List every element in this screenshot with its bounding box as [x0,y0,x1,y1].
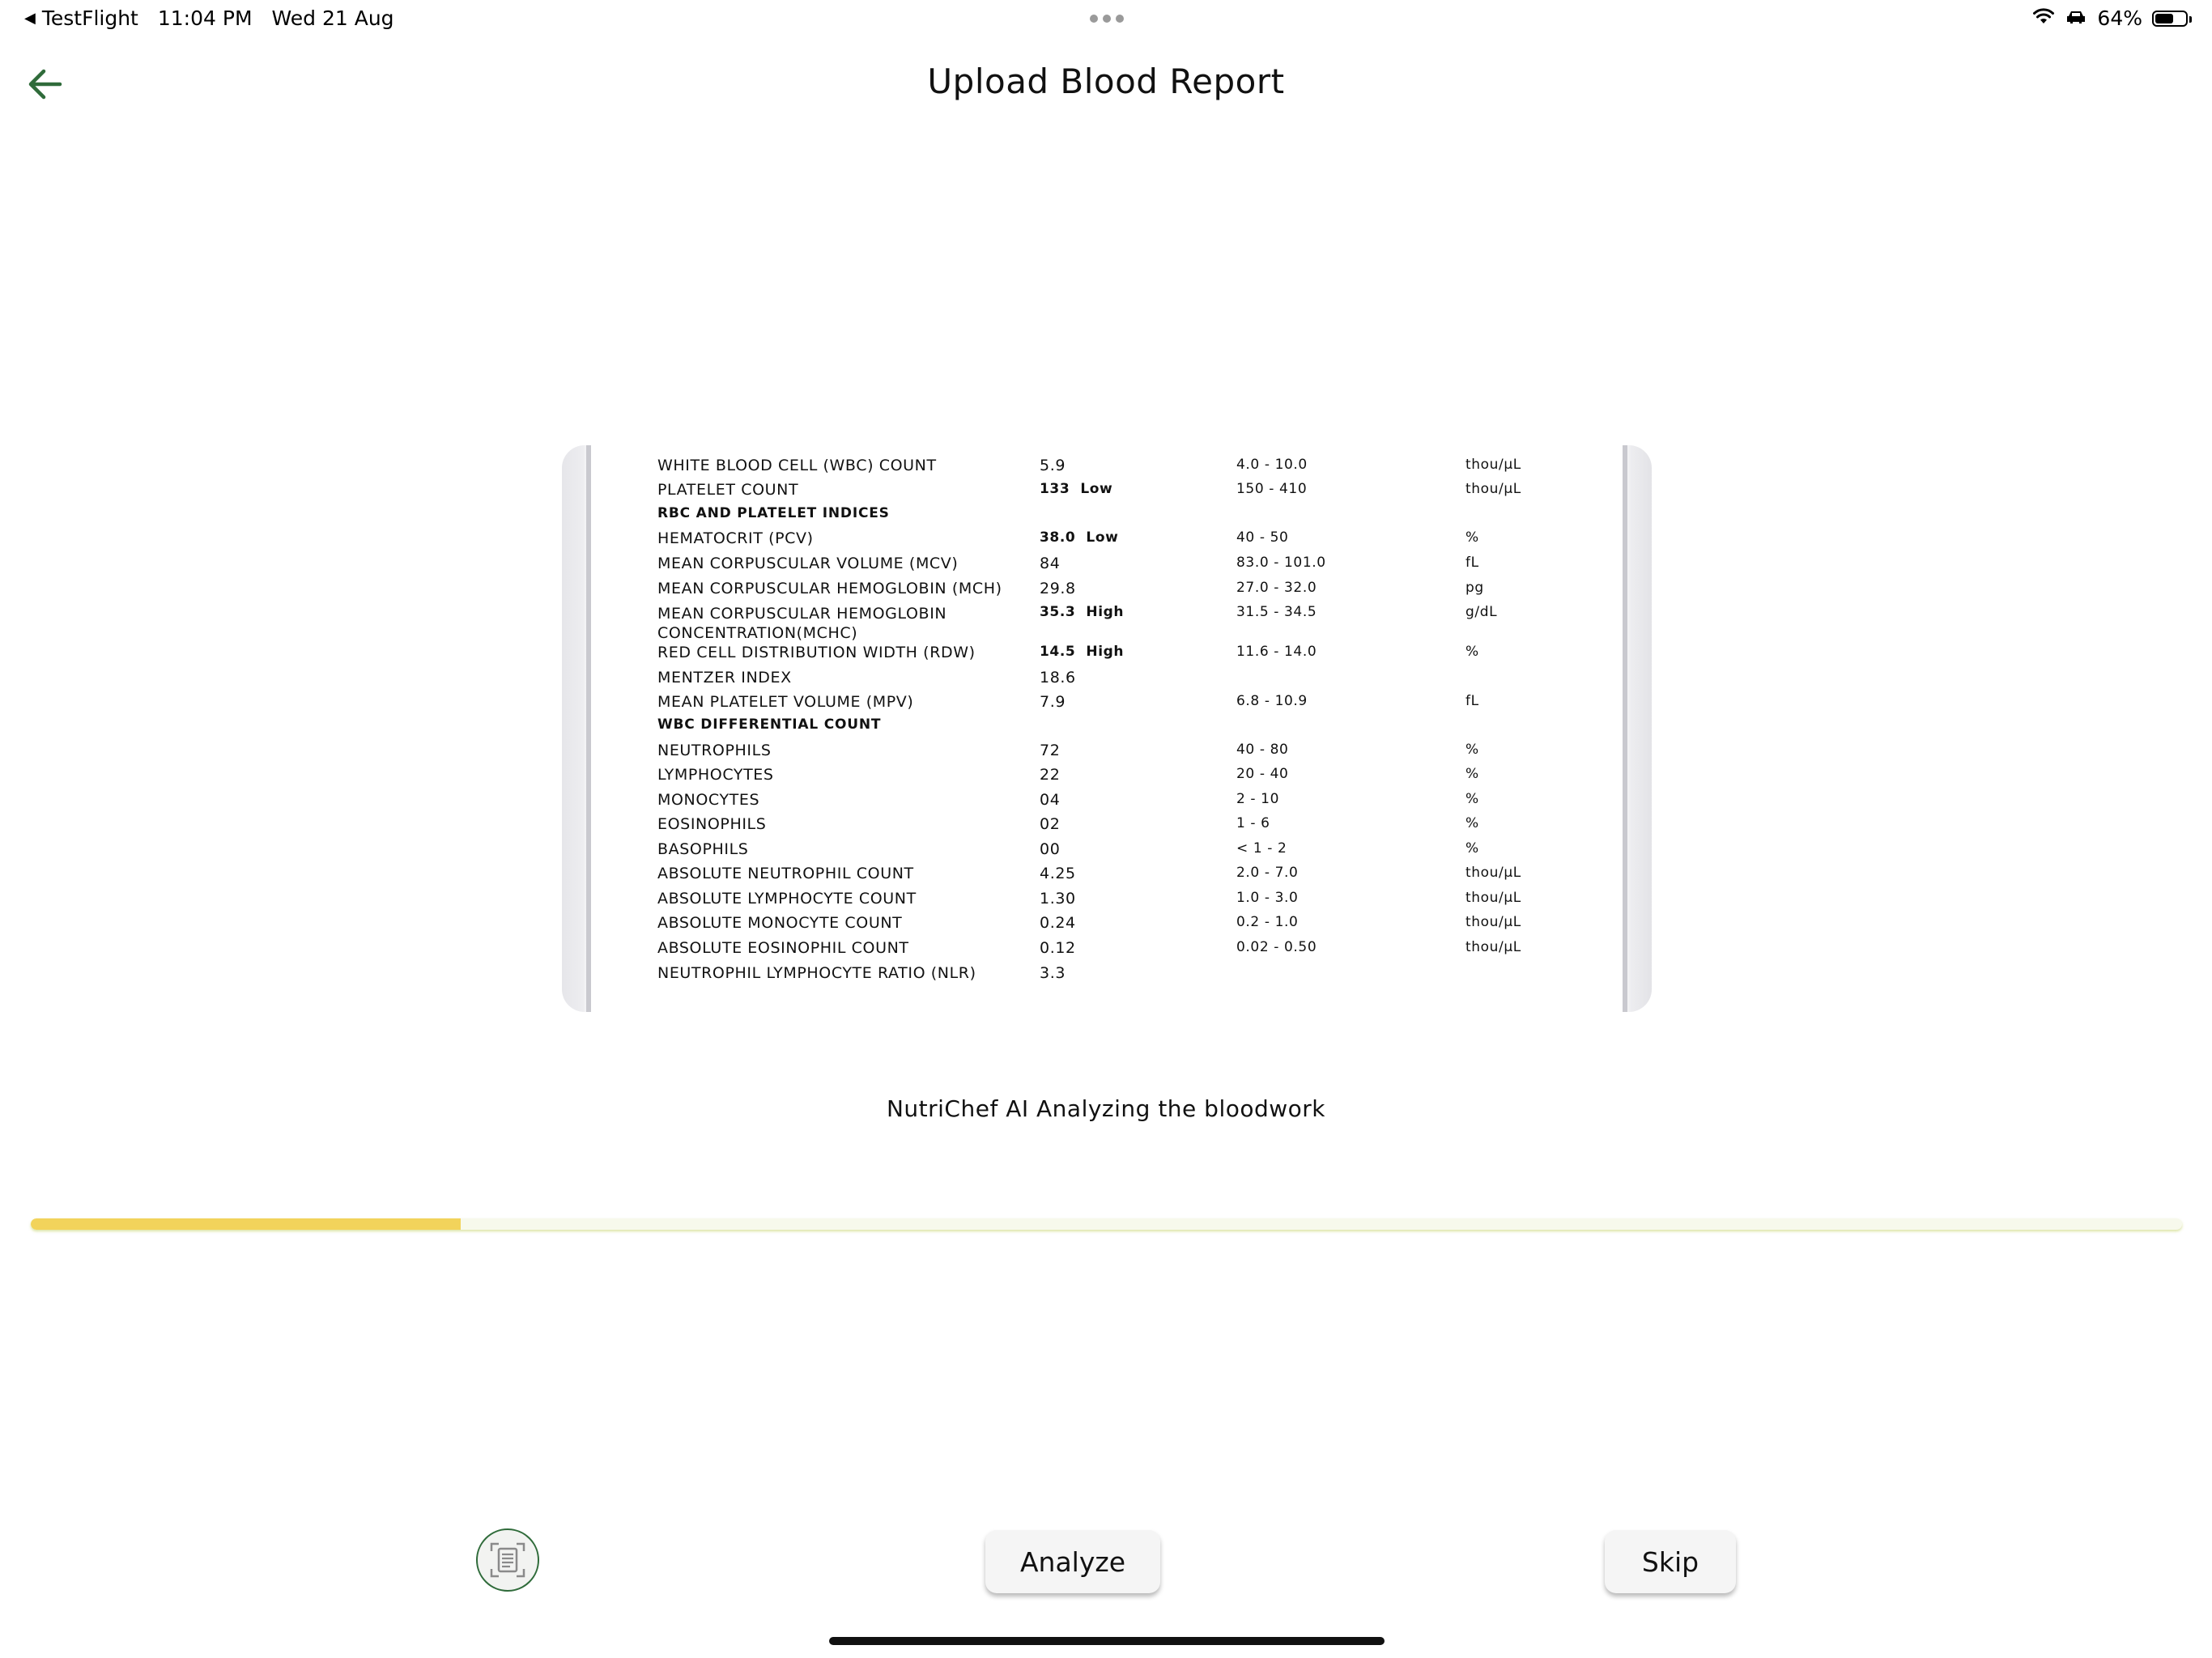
report-row [562,529,1652,552]
reference-range: 1 - 6 [1236,815,1270,831]
test-name-line: WBC DIFFERENTIAL COUNT [657,716,882,733]
reference-range: 0.2 - 1.0 [1236,914,1299,930]
report-row [562,914,1652,937]
scan-document-button[interactable] [476,1528,539,1592]
report-row [562,766,1652,789]
scan-document-icon [489,1541,526,1579]
report-row [562,791,1652,814]
skip-button[interactable]: Skip [1605,1530,1736,1593]
test-name-line: MENTZER INDEX [657,669,792,687]
reference-range: 27.0 - 32.0 [1236,580,1317,596]
report-preview [562,445,1652,1012]
test-name-line: LYMPHOCYTES [657,766,774,784]
test-name [657,914,902,932]
test-name [657,669,792,687]
status-bar [0,0,2212,39]
test-name [657,742,771,759]
report-row [562,742,1652,764]
report-row [562,669,1652,691]
test-name-line: MEAN CORPUSCULAR VOLUME (MCV) [657,555,959,572]
reference-range: 6.8 - 10.9 [1236,693,1308,709]
test-value: 5.9 [1040,457,1066,474]
battery-percent: 64% [2097,6,2142,30]
test-value: 14.5 High [1040,644,1125,660]
test-unit: % [1465,644,1479,660]
test-unit: thou/μL [1465,914,1521,930]
test-name [657,964,976,982]
analyze-button[interactable]: Analyze [985,1530,1160,1593]
test-name [657,555,958,572]
test-unit: thou/μL [1465,890,1521,906]
test-name [657,791,759,809]
report-section-header [562,716,1652,739]
test-name-line: MEAN CORPUSCULAR HEMOGLOBIN [657,605,947,623]
status-right [2032,6,2188,30]
test-name-line: MONOCYTES [657,791,760,809]
reference-range: 1.0 - 3.0 [1236,890,1299,906]
test-name-line: NEUTROPHILS [657,742,772,759]
reference-range: 83.0 - 101.0 [1236,555,1326,571]
battery-level [2155,14,2173,23]
report-row [562,939,1652,962]
test-name [657,644,976,661]
test-value: 0.12 [1040,939,1076,957]
test-name [657,693,913,711]
test-unit: % [1465,529,1479,546]
report-row [562,693,1652,716]
test-value: 7.9 [1040,693,1066,711]
test-name [657,604,946,643]
test-name-line: ABSOLUTE NEUTROPHIL COUNT [657,865,914,882]
report-row [562,865,1652,887]
reference-range: < 1 - 2 [1236,840,1287,857]
test-unit: % [1465,815,1479,831]
test-name-line: RBC AND PLATELET INDICES [657,505,890,521]
reference-range: 4.0 - 10.0 [1236,457,1308,473]
test-value: 1.30 [1040,890,1076,908]
test-unit: g/dL [1465,604,1498,620]
back-to-app-label[interactable]: TestFlight [41,6,138,30]
test-value: 00 [1040,840,1061,858]
report-row [562,481,1652,504]
test-name [657,481,798,499]
test-name [657,890,917,908]
test-name-line: PLATELET COUNT [657,481,799,499]
test-name [657,766,774,784]
test-name [657,457,937,474]
reference-range: 20 - 40 [1236,766,1289,782]
reference-range: 40 - 50 [1236,529,1289,546]
back-to-app-icon[interactable]: ◀ [24,10,36,27]
reference-range: 31.5 - 34.5 [1236,604,1317,620]
test-name-line: MEAN PLATELET VOLUME (MPV) [657,693,914,711]
test-name-line: ABSOLUTE EOSINOPHIL COUNT [657,939,909,957]
report-row [562,580,1652,602]
test-name-line: EOSINOPHILS [657,815,767,833]
reference-range: 40 - 80 [1236,742,1289,758]
test-unit: fL [1465,693,1479,709]
test-name [657,716,881,733]
test-unit: % [1465,840,1479,857]
wifi-icon [2032,6,2055,30]
test-value: 35.3 High [1040,604,1125,620]
reference-range: 11.6 - 14.0 [1236,644,1317,660]
test-value: 3.3 [1040,964,1066,982]
report-section-header [562,505,1652,528]
test-value: 18.6 [1040,669,1076,687]
test-value: 0.24 [1040,914,1076,932]
status-time: 11:04 PM [157,6,253,30]
test-name [657,865,914,882]
test-value: 22 [1040,766,1061,784]
report-row [562,644,1652,666]
test-unit: thou/μL [1465,939,1521,955]
test-value: 84 [1040,555,1061,572]
test-name [657,529,814,547]
test-name [657,815,766,833]
test-name-line: RED CELL DISTRIBUTION WIDTH (RDW) [657,644,976,661]
test-name-line: HEMATOCRIT (PCV) [657,529,814,547]
test-unit: fL [1465,555,1479,571]
report-row [562,964,1652,987]
test-value: 02 [1040,815,1061,833]
multitasking-dots-icon[interactable] [1090,15,1124,23]
test-name [657,939,909,957]
test-value: 04 [1040,791,1061,809]
page-title: Upload Blood Report [927,62,1285,101]
report-row [562,457,1652,479]
test-name-line: CONCENTRATION(MCHC) [657,624,858,642]
test-name-line: MEAN CORPUSCULAR HEMOGLOBIN (MCH) [657,580,1002,597]
test-unit: thou/μL [1465,457,1521,473]
analysis-status-text: NutriChef AI Analyzing the bloodwork [886,1095,1326,1122]
test-unit: pg [1465,580,1484,596]
report-row [562,890,1652,912]
analysis-progress-fill [31,1218,461,1230]
test-value: 38.0 Low [1040,529,1119,546]
test-name [657,580,1002,597]
report-row [562,604,1652,642]
test-unit: thou/μL [1465,481,1521,497]
test-value: 4.25 [1040,865,1076,882]
reference-range: 0.02 - 0.50 [1236,939,1317,955]
test-name [657,840,748,858]
status-left [24,6,394,30]
test-unit: % [1465,766,1479,782]
status-date: Wed 21 Aug [271,6,394,30]
test-name [657,505,890,521]
test-name-line: NEUTROPHIL LYMPHOCYTE RATIO (NLR) [657,964,976,982]
car-icon [2065,6,2087,30]
test-value: 72 [1040,742,1061,759]
test-name-line: ABSOLUTE MONOCYTE COUNT [657,914,903,932]
report-row [562,555,1652,577]
home-indicator [829,1637,1385,1645]
reference-range: 150 - 410 [1236,481,1308,497]
report-row [562,840,1652,863]
reference-range: 2 - 10 [1236,791,1279,807]
analysis-progress-bar [31,1218,2182,1230]
reference-range: 2.0 - 7.0 [1236,865,1299,881]
test-value: 29.8 [1040,580,1076,597]
test-value: 133 Low [1040,481,1113,497]
battery-icon [2152,11,2188,27]
test-name-line: BASOPHILS [657,840,749,858]
test-name-line: WHITE BLOOD CELL (WBC) COUNT [657,457,937,474]
test-unit: % [1465,791,1479,807]
test-name-line: ABSOLUTE LYMPHOCYTE COUNT [657,890,917,908]
report-row [562,815,1652,838]
test-unit: % [1465,742,1479,758]
test-unit: thou/μL [1465,865,1521,881]
